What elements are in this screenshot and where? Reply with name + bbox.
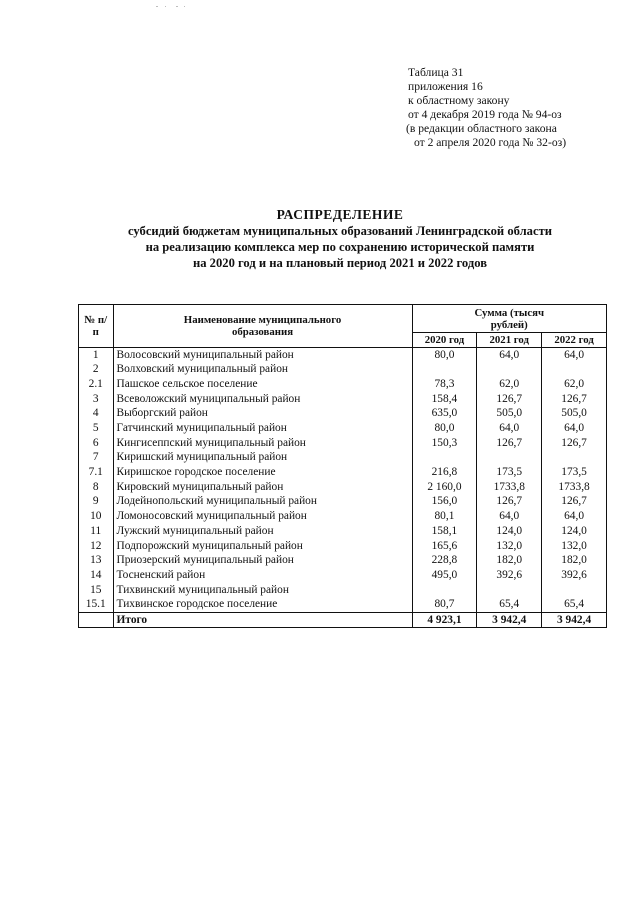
header-line: Таблица 31 xyxy=(408,66,464,79)
row-value-2021 xyxy=(477,363,542,378)
table-header-row xyxy=(79,305,607,333)
row-name: Подпорожский муниципальный район xyxy=(113,539,412,554)
row-number: 2.1 xyxy=(79,377,114,392)
header-line: (в редакции областного закона xyxy=(406,122,557,135)
row-value-2020: 78,3 xyxy=(412,377,477,392)
table-row xyxy=(79,421,607,436)
row-value-2022: 65,4 xyxy=(564,598,585,611)
title-line: на реализацию комплекса мер по сохранению исторической памяти xyxy=(145,240,535,254)
row-value-2022: 126,7 xyxy=(561,392,587,405)
row-number: 15 xyxy=(79,583,114,598)
row-value-2020: 2 160,0 xyxy=(412,480,477,495)
row-name: Всеволожский муниципальный район xyxy=(113,392,412,407)
header-sum: Сумма (тысяч рублей) xyxy=(474,306,545,331)
row-number: 4 xyxy=(79,407,114,422)
table-row xyxy=(79,363,607,378)
title-line: субсидий бюджетам муниципальных образований Ленинградской области xyxy=(127,224,553,238)
row-value-2021: 182,0 xyxy=(477,554,542,569)
row-value-2020: 635,0 xyxy=(412,407,477,422)
header-name: Наименование муниципального образования xyxy=(113,305,412,348)
row-value-2020 xyxy=(412,583,477,598)
table-row xyxy=(79,407,607,422)
header-line: к областному закону xyxy=(408,94,510,107)
row-value-2020: 156,0 xyxy=(412,495,477,510)
row-name: Ломоносовский муниципальный район xyxy=(113,510,412,525)
row-value-2020 xyxy=(412,451,477,466)
scan-speck xyxy=(165,6,166,7)
row-value-2022: 505,0 xyxy=(561,407,587,420)
table-row xyxy=(79,436,607,451)
row-value-2022 xyxy=(542,363,607,378)
row-value-2022: 64,0 xyxy=(564,348,585,361)
row-name: Лодейнопольский муниципальный район xyxy=(113,495,412,510)
header-line: от 4 декабря 2019 года № 94-оз xyxy=(408,108,562,121)
row-value-2021: 173,5 xyxy=(477,466,542,481)
table-row xyxy=(79,524,607,539)
total-value-2022: 3 942,4 xyxy=(542,613,607,628)
row-value-2020: 228,8 xyxy=(412,554,477,569)
row-number: 5 xyxy=(79,421,114,436)
row-value-2022: 182,0 xyxy=(561,554,587,567)
table-row xyxy=(79,568,607,583)
document-title xyxy=(60,206,620,271)
table-row xyxy=(79,583,607,598)
row-value-2020: 158,4 xyxy=(412,392,477,407)
header-year-2022: 2022 год xyxy=(542,333,607,348)
row-name: Выборгский район xyxy=(113,407,412,422)
table-row xyxy=(79,539,607,554)
table-row xyxy=(79,348,607,363)
table-total-row xyxy=(79,613,607,628)
row-number: 3 xyxy=(79,392,114,407)
header-year-2020: 2020 год xyxy=(412,333,477,348)
title-main: РАСПРЕДЕЛЕНИЕ xyxy=(276,207,404,222)
table-row xyxy=(79,377,607,392)
row-number: 7.1 xyxy=(79,466,114,481)
row-name: Гатчинский муниципальный район xyxy=(113,421,412,436)
row-value-2021 xyxy=(477,451,542,466)
row-name: Волосовский муниципальный район xyxy=(113,348,412,363)
table-row xyxy=(79,554,607,569)
row-value-2022: 124,0 xyxy=(561,524,587,537)
row-number: 11 xyxy=(79,524,114,539)
row-value-2021: 62,0 xyxy=(477,377,542,392)
table-row xyxy=(79,480,607,495)
row-value-2022: 126,7 xyxy=(561,436,587,449)
row-number: 8 xyxy=(79,480,114,495)
scan-speck xyxy=(184,6,185,7)
row-number: 7 xyxy=(79,451,114,466)
row-value-2021 xyxy=(477,583,542,598)
scan-speck xyxy=(156,6,158,7)
row-name: Киришский муниципальный район xyxy=(113,451,412,466)
row-value-2020: 150,3 xyxy=(412,436,477,451)
row-value-2021: 126,7 xyxy=(477,392,542,407)
row-number: 9 xyxy=(79,495,114,510)
row-number: 1 xyxy=(79,348,114,363)
row-value-2020: 80,1 xyxy=(412,510,477,525)
row-number: 12 xyxy=(79,539,114,554)
row-value-2021: 392,6 xyxy=(477,568,542,583)
row-value-2022: 62,0 xyxy=(564,377,585,390)
row-value-2021: 64,0 xyxy=(477,348,542,363)
row-value-2021: 64,0 xyxy=(477,510,542,525)
row-value-2020: 80,0 xyxy=(412,421,477,436)
row-name: Кировский муниципальный район xyxy=(113,480,412,495)
row-value-2021: 132,0 xyxy=(477,539,542,554)
row-name: Тихвинский муниципальный район xyxy=(113,583,412,598)
row-name: Тосненский район xyxy=(113,568,412,583)
row-value-2022: 392,6 xyxy=(561,568,587,581)
row-number: 13 xyxy=(79,554,114,569)
row-value-2020: 165,6 xyxy=(412,539,477,554)
row-value-2022: 126,7 xyxy=(561,495,587,508)
row-name: Волховский муниципальный район xyxy=(113,363,412,378)
row-number: 14 xyxy=(79,568,114,583)
row-name: Киришское городское поселение xyxy=(113,466,412,481)
row-value-2020: 216,8 xyxy=(412,466,477,481)
appendix-header xyxy=(400,66,630,150)
row-value-2021: 124,0 xyxy=(477,524,542,539)
header-year-2021: 2021 год xyxy=(477,333,542,348)
header-line: от 2 апреля 2020 года № 32-оз) xyxy=(414,136,567,149)
row-number: 10 xyxy=(79,510,114,525)
row-name: Пашское сельское поселение xyxy=(113,377,412,392)
row-value-2021: 126,7 xyxy=(477,436,542,451)
table-row xyxy=(79,510,607,525)
row-value-2020: 158,1 xyxy=(412,524,477,539)
row-value-2022: 1733,8 xyxy=(558,480,590,493)
row-value-2020: 80,7 xyxy=(412,598,477,613)
row-name: Тихвинское городское поселение xyxy=(113,598,412,613)
row-value-2022: 64,0 xyxy=(564,510,585,523)
row-value-2021: 64,0 xyxy=(477,421,542,436)
row-name: Кингисеппский муниципальный район xyxy=(113,436,412,451)
scan-speck xyxy=(176,6,178,7)
total-label: Итого xyxy=(113,613,412,628)
header-line: приложения 16 xyxy=(408,80,483,93)
row-value-2021: 65,4 xyxy=(477,598,542,613)
table-row xyxy=(79,392,607,407)
row-value-2022 xyxy=(542,583,607,598)
row-value-2022: 64,0 xyxy=(564,422,585,435)
row-value-2022: 173,5 xyxy=(561,466,587,479)
row-value-2022 xyxy=(542,451,607,466)
table-row xyxy=(79,495,607,510)
row-name: Приозерский муниципальный район xyxy=(113,554,412,569)
table-row xyxy=(79,466,607,481)
subsidy-table xyxy=(78,304,607,628)
total-number xyxy=(79,613,114,628)
row-number: 15.1 xyxy=(79,598,114,613)
row-name: Лужский муниципальный район xyxy=(113,524,412,539)
table-row xyxy=(79,598,607,613)
row-number: 6 xyxy=(79,436,114,451)
row-value-2021: 1733,8 xyxy=(477,480,542,495)
row-value-2020 xyxy=(412,363,477,378)
row-value-2020: 495,0 xyxy=(412,568,477,583)
row-value-2021: 505,0 xyxy=(477,407,542,422)
row-number: 2 xyxy=(79,363,114,378)
title-line: на 2020 год и на плановый период 2021 и 2022 годов xyxy=(192,256,488,270)
header-number: № п/п xyxy=(79,305,114,348)
total-value-2021: 3 942,4 xyxy=(477,613,542,628)
row-value-2021: 126,7 xyxy=(477,495,542,510)
table-row xyxy=(79,451,607,466)
row-value-2020: 80,0 xyxy=(412,348,477,363)
total-value-2020: 4 923,1 xyxy=(412,613,477,628)
row-value-2022: 132,0 xyxy=(561,539,587,552)
